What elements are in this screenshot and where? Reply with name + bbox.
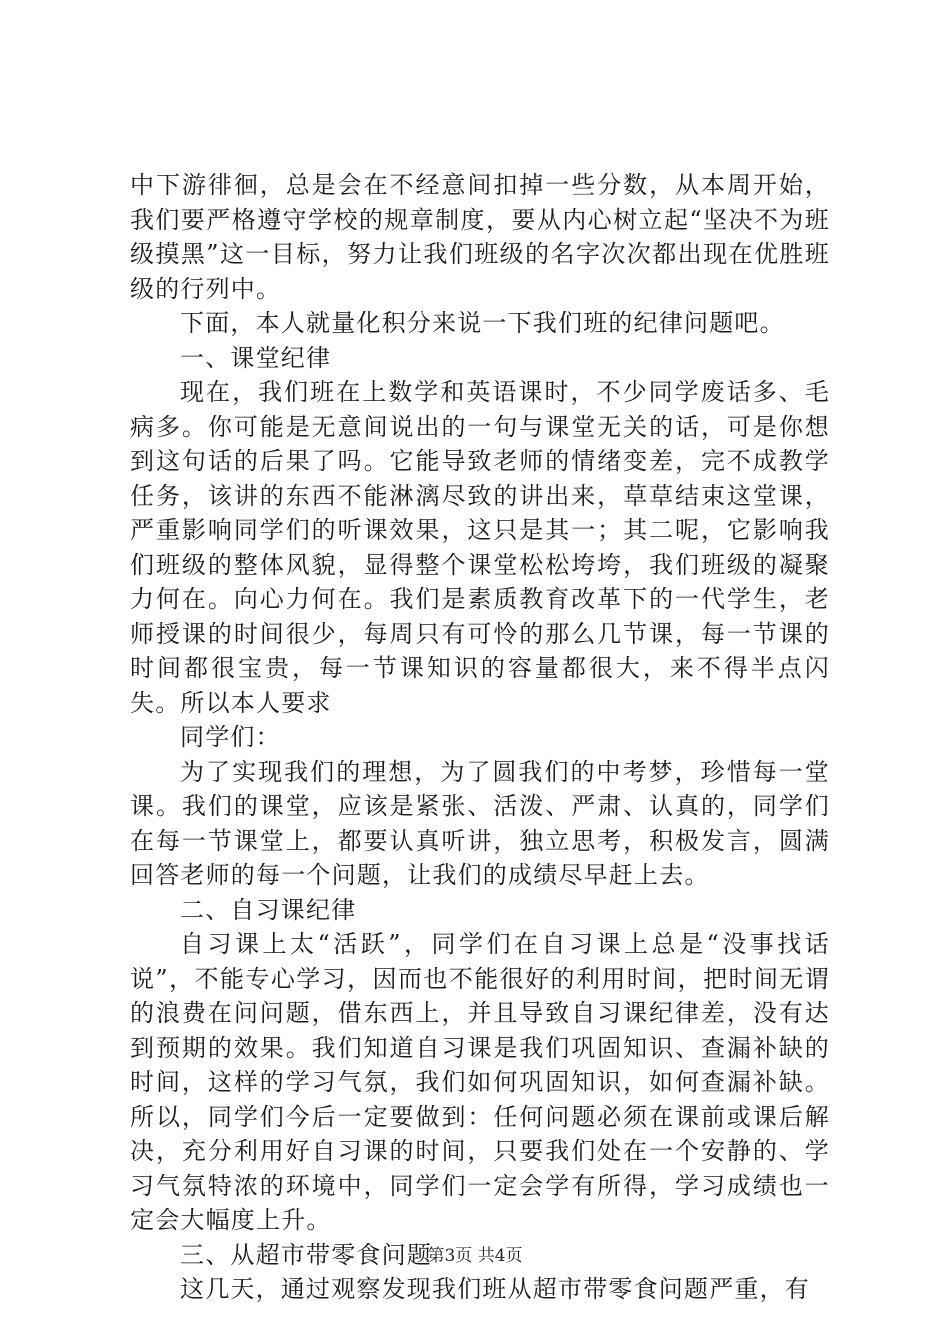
paragraph-4: 同学们： [180, 723, 281, 751]
section-heading-self-study-discipline: 二、自习课纪律 [180, 895, 357, 924]
paragraph-7: 这几天，通过观察发现我们班从超市带零食问题严重，有 [180, 1275, 810, 1303]
paragraph-2: 下面，本人就量化积分来说一下我们班的纪律问题吧。 [180, 309, 785, 337]
page-footer [0, 1244, 950, 1268]
document-body [130, 168, 830, 1307]
section-heading-classroom-discipline: 一、课堂纪律 [180, 343, 332, 372]
section-heading-snacks-issue: 三、从超市带零食问题 [180, 1240, 432, 1269]
page-number-label: 第3页 共4页 [427, 1246, 523, 1266]
paragraph-3: 现在，我们班在上数学和英语课时，不少同学废话多、毛病多。你可能是无意间说出的一句与课堂无关的话，可是你想到这句话的后果了吗。它能导致老师的情绪变差，完不成教学任务，该讲的东西不能淋漓尽致的讲出来，草草结束这堂课，严重影响同学们的听课效果，这只是其一；其二呢，它影响我们班级的整体风貌，显得整个课堂松松垮垮，我们班级的凝聚力何在。向心力何在。我们是素质教育改革下的一代学生，老师授课的时间很少，每周只有可怜的那么几节课，每一节课的时间都很宝贵，每一节课知识的容量都很大，来不得半点闪失。所以本人要求 [130, 378, 830, 717]
paragraph-1: 中下游徘徊，总是会在不经意间扣掉一些分数，从本周开始，我们要严格遵守学校的规章制度，要从内心树立起“坚决不为班级摸黑”这一目标，努力让我们班级的名字次次都出现在优胜班级的行列中。 [130, 171, 830, 303]
paragraph-5: 为了实现我们的理想，为了圆我们的中考梦，珍惜每一堂课。我们的课堂，应该是紧张、活泼、严肃、认真的，同学们在每一节课堂上，都要认真听讲，独立思考，积极发言，圆满回答老师的每一个问题，让我们的成绩尽早赶上去。 [130, 757, 830, 889]
paragraph-6: 自习课上太“活跃”，同学们在自习课上总是“没事找话说”，不能专心学习，因而也不能很好的利用时间，把时间无谓的浪费在问问题，借东西上，并且导致自习课纪律差，没有达到预期的效果。我们知道自习课是我们巩固知识、查漏补缺的时间，这样的学习气氛，我们如何巩固知识，如何查漏补缺。所以，同学们今后一定要做到：任何问题必须在课前或课后解决，充分利用好自习课的时间，只要我们处在一个安静的、学习气氛特浓的环境中，同学们一定会学有所得，学习成绩也一定会大幅度上升。 [130, 930, 830, 1234]
